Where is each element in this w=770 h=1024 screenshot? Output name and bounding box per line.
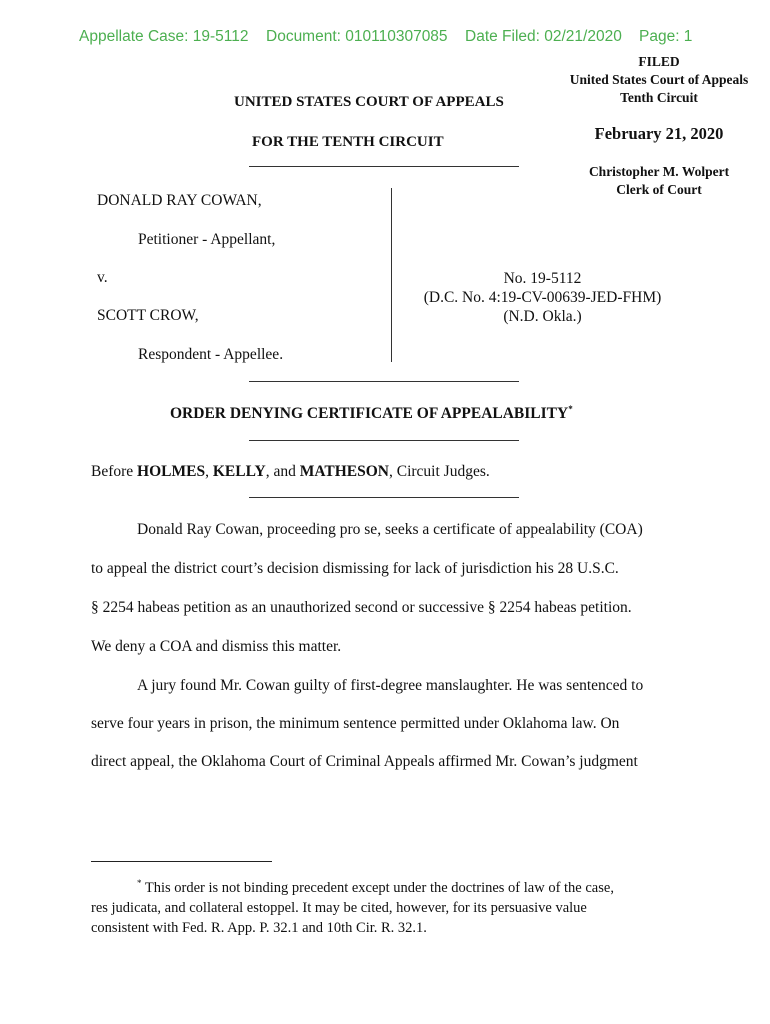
footnote-line3: consistent with Fed. R. App. P. 32.1 and 10th Cir. R. 32.1. bbox=[91, 919, 427, 936]
panel-sep2: , and bbox=[265, 463, 300, 480]
clerk-block bbox=[548, 163, 770, 199]
footnote-line2: res judicata, and collateral estoppel. It may be cited, however, for its persuasive value bbox=[91, 899, 587, 916]
filed-block bbox=[548, 53, 770, 107]
body-line: We deny a COA and dismiss this matter. bbox=[91, 638, 342, 655]
body-line: direct appeal, the Oklahoma Court of Criminal Appeals affirmed Mr. Cowan’s judgment bbox=[91, 753, 638, 770]
judge-holmes: HOLMES bbox=[137, 463, 206, 480]
clerk-title: Clerk of Court bbox=[616, 182, 702, 197]
body-line: A jury found Mr. Cowan guilty of first-degree manslaughter. He was sentenced to bbox=[137, 677, 644, 694]
clerk-name: Christopher M. Wolpert bbox=[588, 164, 730, 179]
case-numbers bbox=[400, 269, 685, 326]
respondent-name: SCOTT CROW, bbox=[97, 307, 199, 324]
footnote-ref: * bbox=[568, 404, 573, 414]
versus: v. bbox=[97, 269, 108, 286]
filed-court: United States Court of Appeals bbox=[569, 72, 749, 87]
body-line: to appeal the district court’s decision dismissing for lack of jurisdiction his 28 U.S.C. bbox=[91, 560, 619, 577]
footnote-marker: * bbox=[137, 878, 142, 888]
stamp-date-filed: Date Filed: 02/21/2020 bbox=[465, 28, 622, 45]
panel-before: Before bbox=[91, 463, 138, 480]
footnote bbox=[91, 873, 614, 938]
body-line: serve four years in prison, the minimum sentence permitted under Oklahoma law. On bbox=[91, 715, 620, 732]
footnote-line1: This order is not binding precedent except under the doctrines of law of the case, bbox=[141, 879, 614, 896]
filed-date: February 21, 2020 bbox=[594, 124, 724, 143]
panel-suffix: , Circuit Judges. bbox=[388, 463, 490, 480]
divider-rule bbox=[249, 381, 519, 382]
dc-no: (D.C. No. 4:19-CV-00639-JED-FHM) bbox=[423, 289, 662, 306]
stamp-document: Document: 010110307085 bbox=[266, 28, 448, 45]
footnote-rule bbox=[91, 861, 272, 862]
stamp-page: Page: 1 bbox=[639, 28, 693, 45]
divider-rule bbox=[249, 166, 519, 167]
case-no: No. 19-5112 bbox=[503, 270, 582, 287]
court-title-line1: UNITED STATES COURT OF APPEALS bbox=[234, 94, 504, 110]
district: (N.D. Okla.) bbox=[503, 308, 582, 325]
respondent-role: Respondent - Appellee. bbox=[138, 346, 284, 363]
divider-rule bbox=[249, 440, 519, 441]
stamp-case: Appellate Case: 19-5112 bbox=[79, 28, 249, 45]
judge-matheson: MATHESON bbox=[299, 463, 389, 480]
filed-label: FILED bbox=[638, 54, 680, 69]
court-title-line2: FOR THE TENTH CIRCUIT bbox=[252, 134, 444, 150]
judge-kelly: KELLY bbox=[212, 463, 266, 480]
petitioner-name: DONALD RAY COWAN, bbox=[97, 192, 262, 209]
body-line: § 2254 habeas petition as an unauthorized second or successive § 2254 habeas petition. bbox=[91, 599, 632, 616]
divider-rule bbox=[249, 497, 519, 498]
order-title-text: ORDER DENYING CERTIFICATE OF APPEALABILITY bbox=[170, 405, 569, 423]
panel-line bbox=[91, 463, 490, 481]
body-line: Donald Ray Cowan, proceeding pro se, seeks a certificate of appealability (COA) bbox=[137, 521, 643, 538]
panel-sep1: , bbox=[205, 463, 213, 480]
filed-circuit: Tenth Circuit bbox=[620, 90, 698, 105]
caption-divider bbox=[391, 188, 392, 362]
order-title bbox=[170, 404, 573, 423]
petitioner-role: Petitioner - Appellant, bbox=[138, 231, 276, 248]
